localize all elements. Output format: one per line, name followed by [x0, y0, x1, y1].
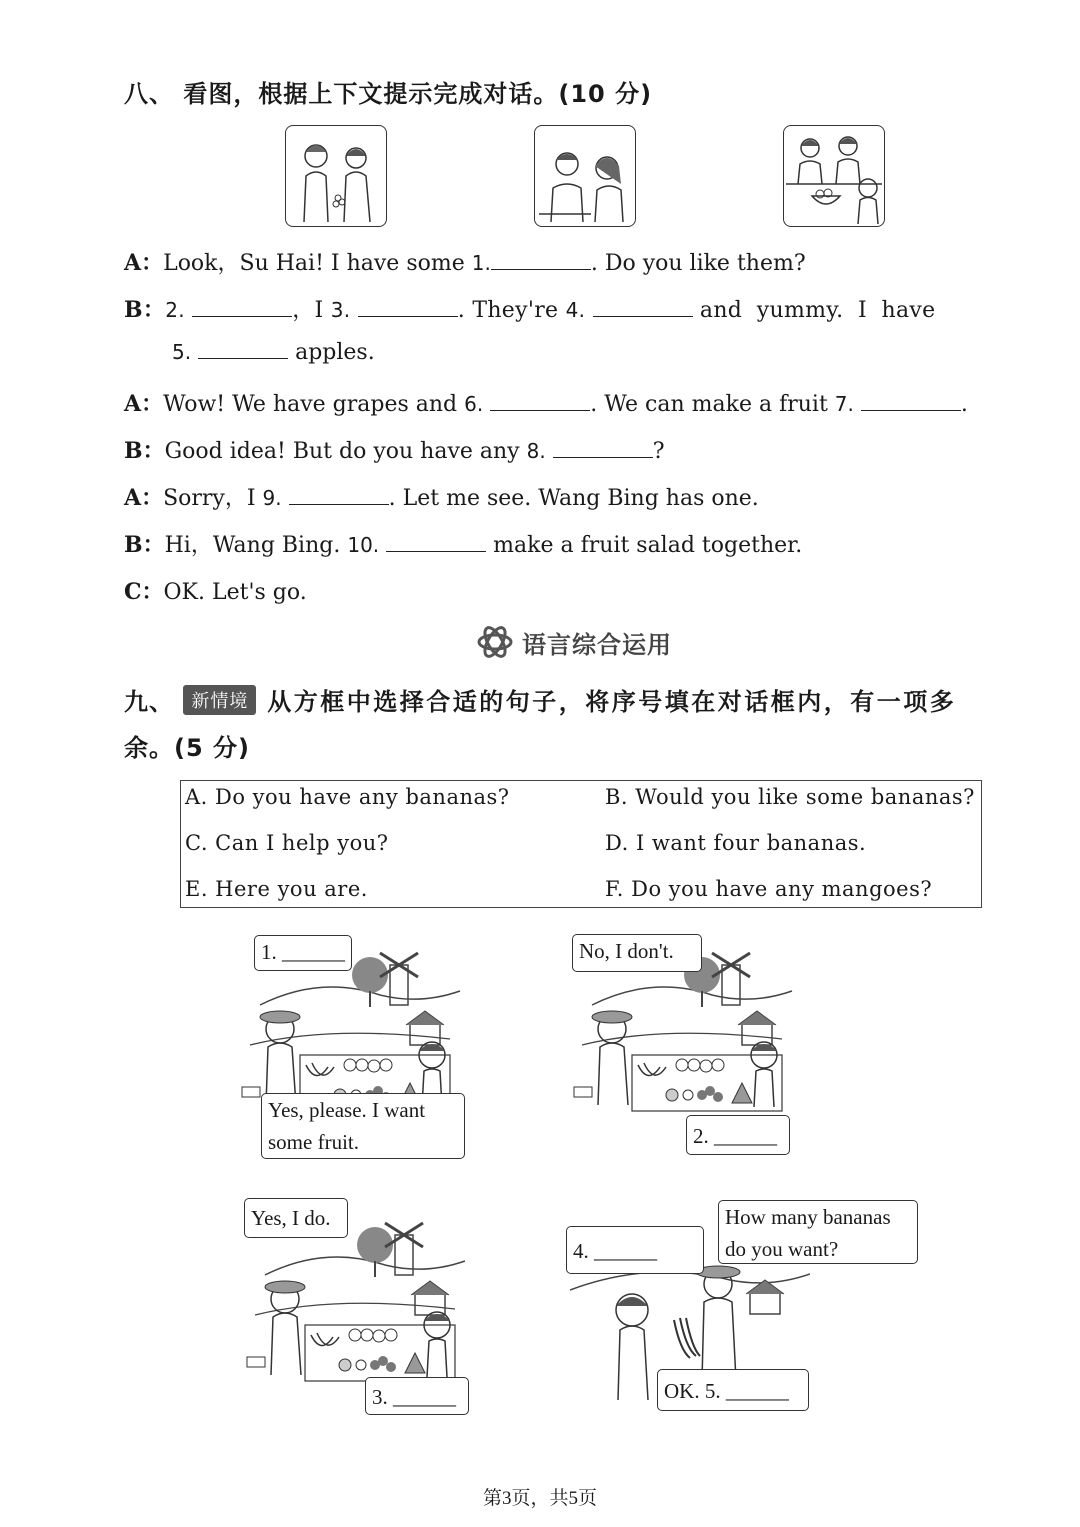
picture-boy-and-girl	[534, 125, 636, 227]
option-b: B. Would you like some bananas?	[605, 785, 975, 809]
dialogue-line-4: A：Wow! We have grapes and 6. . We can make a fruit 7. .	[124, 391, 968, 417]
scene-4-bubble-left[interactable]: 4. ______	[566, 1226, 704, 1274]
dialogue-line-6: A：Sorry，I 9. . Let me see. Wang Bing has one.	[124, 485, 759, 511]
scene-4-bubble-bottom[interactable]: OK. 5. ______	[657, 1369, 809, 1411]
scene-3-bubble-top: Yes, I do.	[244, 1198, 348, 1238]
answer-blank-8[interactable]	[553, 439, 653, 458]
atom-icon	[476, 623, 514, 661]
answer-blank-1[interactable]	[491, 251, 591, 270]
option-f: F. Do you have any mangoes?	[605, 877, 933, 901]
section-8-title: 八、 看图，根据上下文提示完成对话。(10 分)	[124, 80, 653, 108]
page-footer: 第3页，共5页	[482, 1488, 597, 1509]
answer-blank-7[interactable]	[861, 392, 961, 411]
answer-blank-3[interactable]	[358, 298, 458, 317]
scene-2-bubble-bottom[interactable]: 2. ______	[686, 1115, 790, 1155]
dialogue-line-5: B：Good idea! But do you have any 8. ?	[124, 438, 665, 464]
option-e: E. Here you are.	[185, 877, 368, 901]
dialogue-line-8: C：OK. Let's go.	[124, 579, 307, 605]
dialogue-line-1: A：Look，Su Hai! I have some 1. . Do you like them?	[124, 250, 806, 276]
section-9-title: 九、 新情境 从方框中选择合适的句子，将序号填在对话框内，有一项多	[124, 682, 956, 717]
scene-3-bubble-bottom[interactable]: 3. ______	[365, 1377, 469, 1415]
scene-1-bubble-top[interactable]: 1. ______	[254, 935, 352, 971]
section-banner	[476, 622, 672, 662]
scene-1-bubble-bottom: Yes, please. I want some fruit.	[261, 1093, 465, 1159]
scene-4-bubble-right: How many bananas do you want?	[718, 1200, 918, 1264]
option-c: C. Can I help you?	[185, 831, 389, 855]
dialogue-line-2: B：2. ，I 3. . They're 4. and yummy. I have	[124, 297, 936, 323]
options-box	[180, 780, 982, 908]
answer-blank-2[interactable]	[192, 298, 292, 317]
answer-blank-4[interactable]	[593, 298, 693, 317]
answer-blank-9[interactable]	[289, 486, 389, 505]
picture-three-kids-fruit-bowl	[783, 125, 885, 227]
new-context-tag: 新情境	[183, 685, 256, 715]
answer-blank-6[interactable]	[490, 392, 590, 411]
answer-blank-10[interactable]	[386, 533, 486, 552]
banner-label: 语言综合运用	[522, 630, 672, 659]
picture-girls-with-grapes	[285, 125, 387, 227]
dialogue-line-3: 5. apples.	[172, 340, 375, 365]
answer-blank-5[interactable]	[198, 340, 288, 359]
scene-2-bubble-top: No, I don't.	[572, 934, 702, 972]
dialogue-line-7: B：Hi，Wang Bing. 10. make a fruit salad together.	[124, 532, 803, 558]
section-9-title-line2: 余。(5 分)	[124, 734, 250, 762]
option-a: A. Do you have any bananas?	[185, 785, 510, 809]
option-d: D. I want four bananas.	[605, 831, 867, 855]
